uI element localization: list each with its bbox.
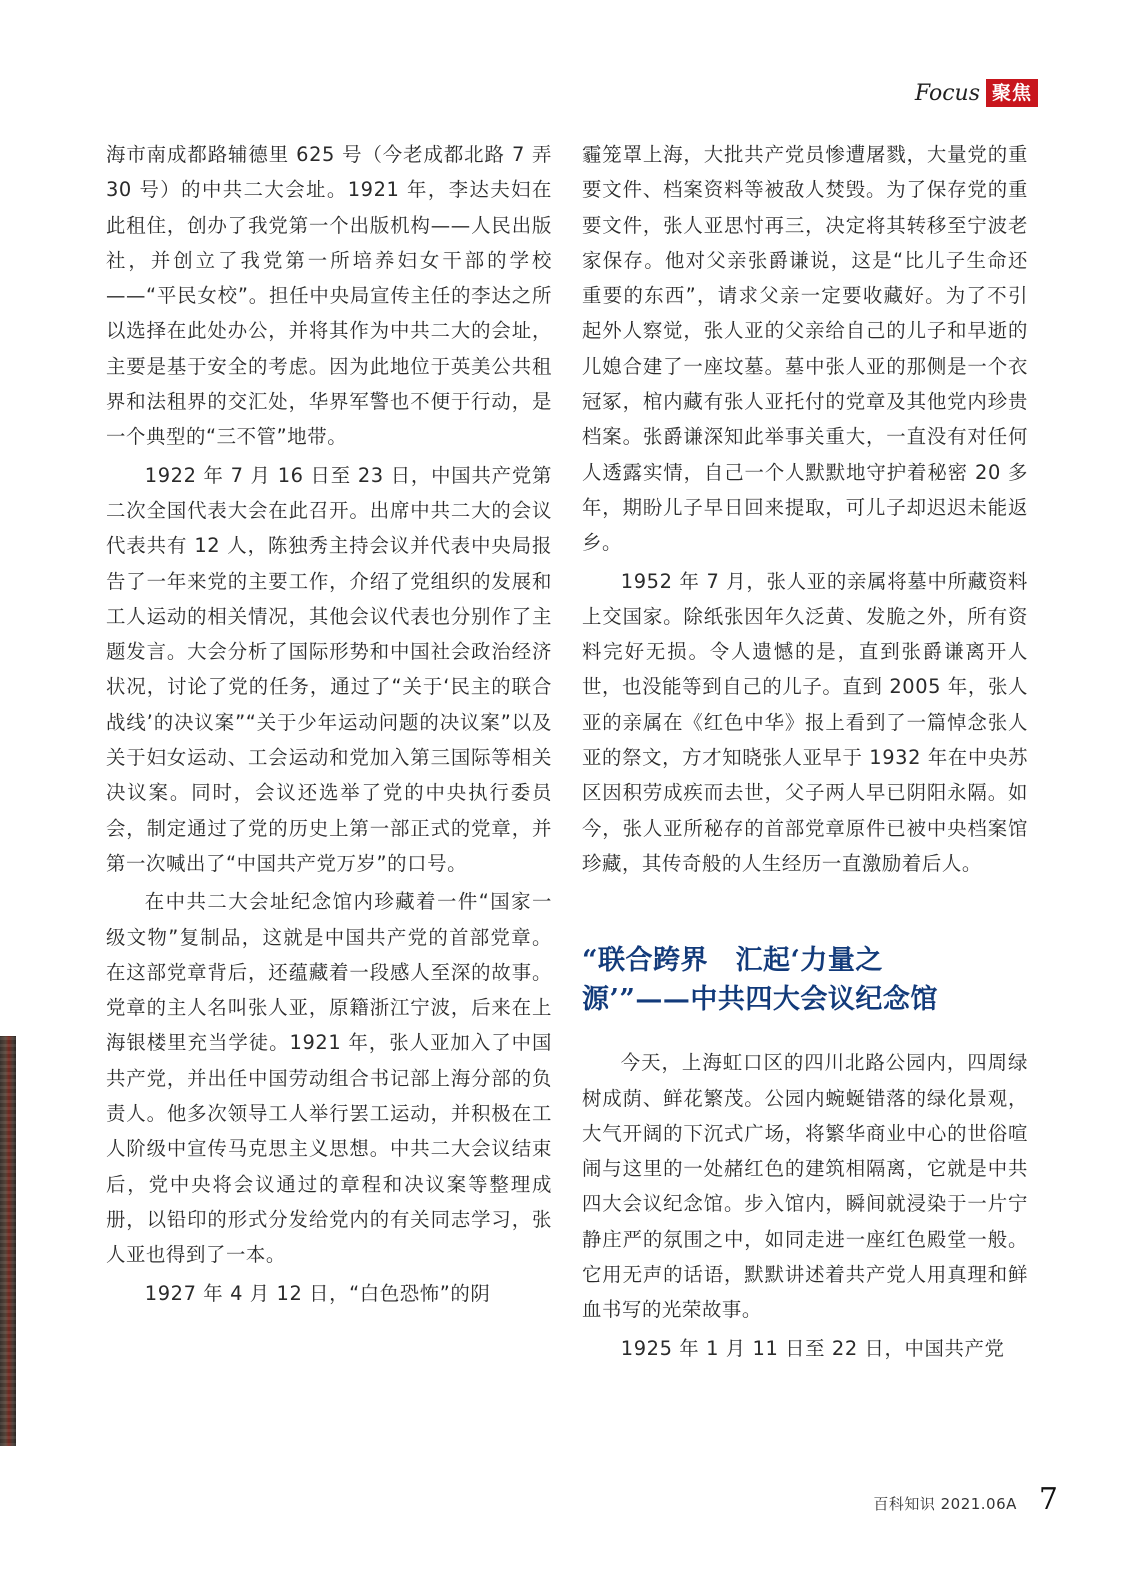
paragraph: 1952 年 7 月，张人亚的亲属将墓中所藏资料上交国家。除纸张因年久泛黄、发脆之外，所有资料完好无损。令人遗憾的是，直到张爵谦离开人世，也没能等到自己的儿子。直到 2005 年，张人亚的亲属在《红色中华》报上看到了一篇悼念张人亚的祭文，方才知晓张人亚早于 1932 年在中央苏区因积劳成疾而去世，父子两人早已阴阳永隔。如今，张人亚所秘存的首部党章原件已被中央档案馆珍藏，其传奇般的人生经历一直激励着后人。: [582, 569, 1028, 875]
page-header: [915, 78, 1038, 108]
left-column: [106, 137, 552, 1311]
edge-photo-strip: [0, 1036, 16, 1446]
header-section-badge: 聚焦: [986, 79, 1038, 107]
paragraph: 海市南成都路辅德里 625 号（今老成都北路 7 弄 30 号）的中共二大会址。1921 年，李达夫妇在此租住，创办了我党第一个出版机构——人民出版社，并创立了我党第一所培养妇女干部的学校——“平民女校”。担任中央局宣传主任的李达之所以选择在此处办公，并将其作为中共二大的会址，主要是基于安全的考虑。因为此地位于英美公共租界和法租界的交汇处，华界军警也不便于行动，是一个典型的“三不管”地带。: [106, 143, 552, 449]
page-footer: [873, 1482, 1058, 1517]
paragraph: 今天，上海虹口区的四川北路公园内，四周绿树成荫、鲜花繁茂。公园内蜿蜒错落的绿化景观，大气开阔的下沉式广场，将繁华商业中心的世俗喧闹与这里的一处赭红色的建筑相隔离，它就是中共四大会议纪念馆。步入馆内，瞬间就浸染于一片宁静庄严的氛围之中，如同走进一座红色殿堂一般。它用无声的话语，默默讲述着共产党人用真理和鲜血书写的光荣故事。: [582, 1051, 1028, 1322]
page-number: 7: [1038, 1482, 1058, 1517]
header-focus-label: Focus: [914, 80, 980, 106]
section-heading: [582, 941, 1028, 1019]
paragraph: 霾笼罩上海，大批共产党员惨遭屠戮，大量党的重要文件、档案资料等被敌人焚毁。为了保存党的重要文件，张人亚思忖再三，决定将其转移至宁波老家保存。他对父亲张爵谦说，这是“比儿子生命还重要的东西”，请求父亲一定要收藏好。为了不引起外人察觉，张人亚的父亲给自己的儿子和早逝的儿媳合建了一座坟墓。墓中张人亚的那侧是一个衣冠冢，棺内藏有张人亚托付的党章及其他党内珍贵档案。张爵谦深知此举事关重大，一直没有对任何人透露实情，自己一个人默默地守护着秘密 20 多年，期盼儿子早日回来提取，可儿子却迟迟未能返乡。: [582, 143, 1028, 555]
right-column: [582, 137, 1028, 1366]
paragraph: 1925 年 1 月 11 日至 22 日，中国共产党: [620, 1336, 1005, 1360]
paragraph: 1922 年 7 月 16 日至 23 日，中国共产党第二次全国代表大会在此召开。出席中共二大的会议代表共有 12 人，陈独秀主持会议并代表中央局报告了一年来党的主要工作，介绍了党组织的发展和工人运动的相关情况，其他会议代表也分别作了主题发言。大会分析了国际形势和中国社会政治经济状况，讨论了党的任务，通过了“关于‘民主的联合战线’的决议案”“关于少年运动问题的决议案”以及关于妇女运动、工会运动和党加入第三国际等相关决议案。同时，会议还选举了党的中央执行委员会，制定通过了党的历史上第一部正式的党章，并第一次喊出了“中国共产党万岁”的口号。: [106, 463, 552, 875]
paragraph: 1927 年 4 月 12 日，“白色恐怖”的阴: [144, 1281, 491, 1305]
magazine-issue: 百科知识 2021.06A: [873, 1495, 1017, 1513]
paragraph: 在中共二大会址纪念馆内珍藏着一件“国家一级文物”复制品，这就是中国共产党的首部党章。在这部党章背后，还蕴藏着一段感人至深的故事。党章的主人名叫张人亚，原籍浙江宁波，后来在上海银楼里充当学徒。1921 年，张人亚加入了中国共产党，并出任中国劳动组合书记部上海分部的负责人。他多次领导工人举行罢工运动，并积极在工人阶级中宣传马克思主义思想。中共二大会议结束后，党中央将会议通过的章程和决议案等整理成册，以铅印的形式分发给党内的有关同志学习，张人亚也得到了一本。: [106, 890, 552, 1267]
section-heading-line: “联合跨界 汇起‘力量之: [582, 945, 883, 977]
section-heading-line: 源’”——中共四大会议纪念馆: [582, 984, 938, 1016]
